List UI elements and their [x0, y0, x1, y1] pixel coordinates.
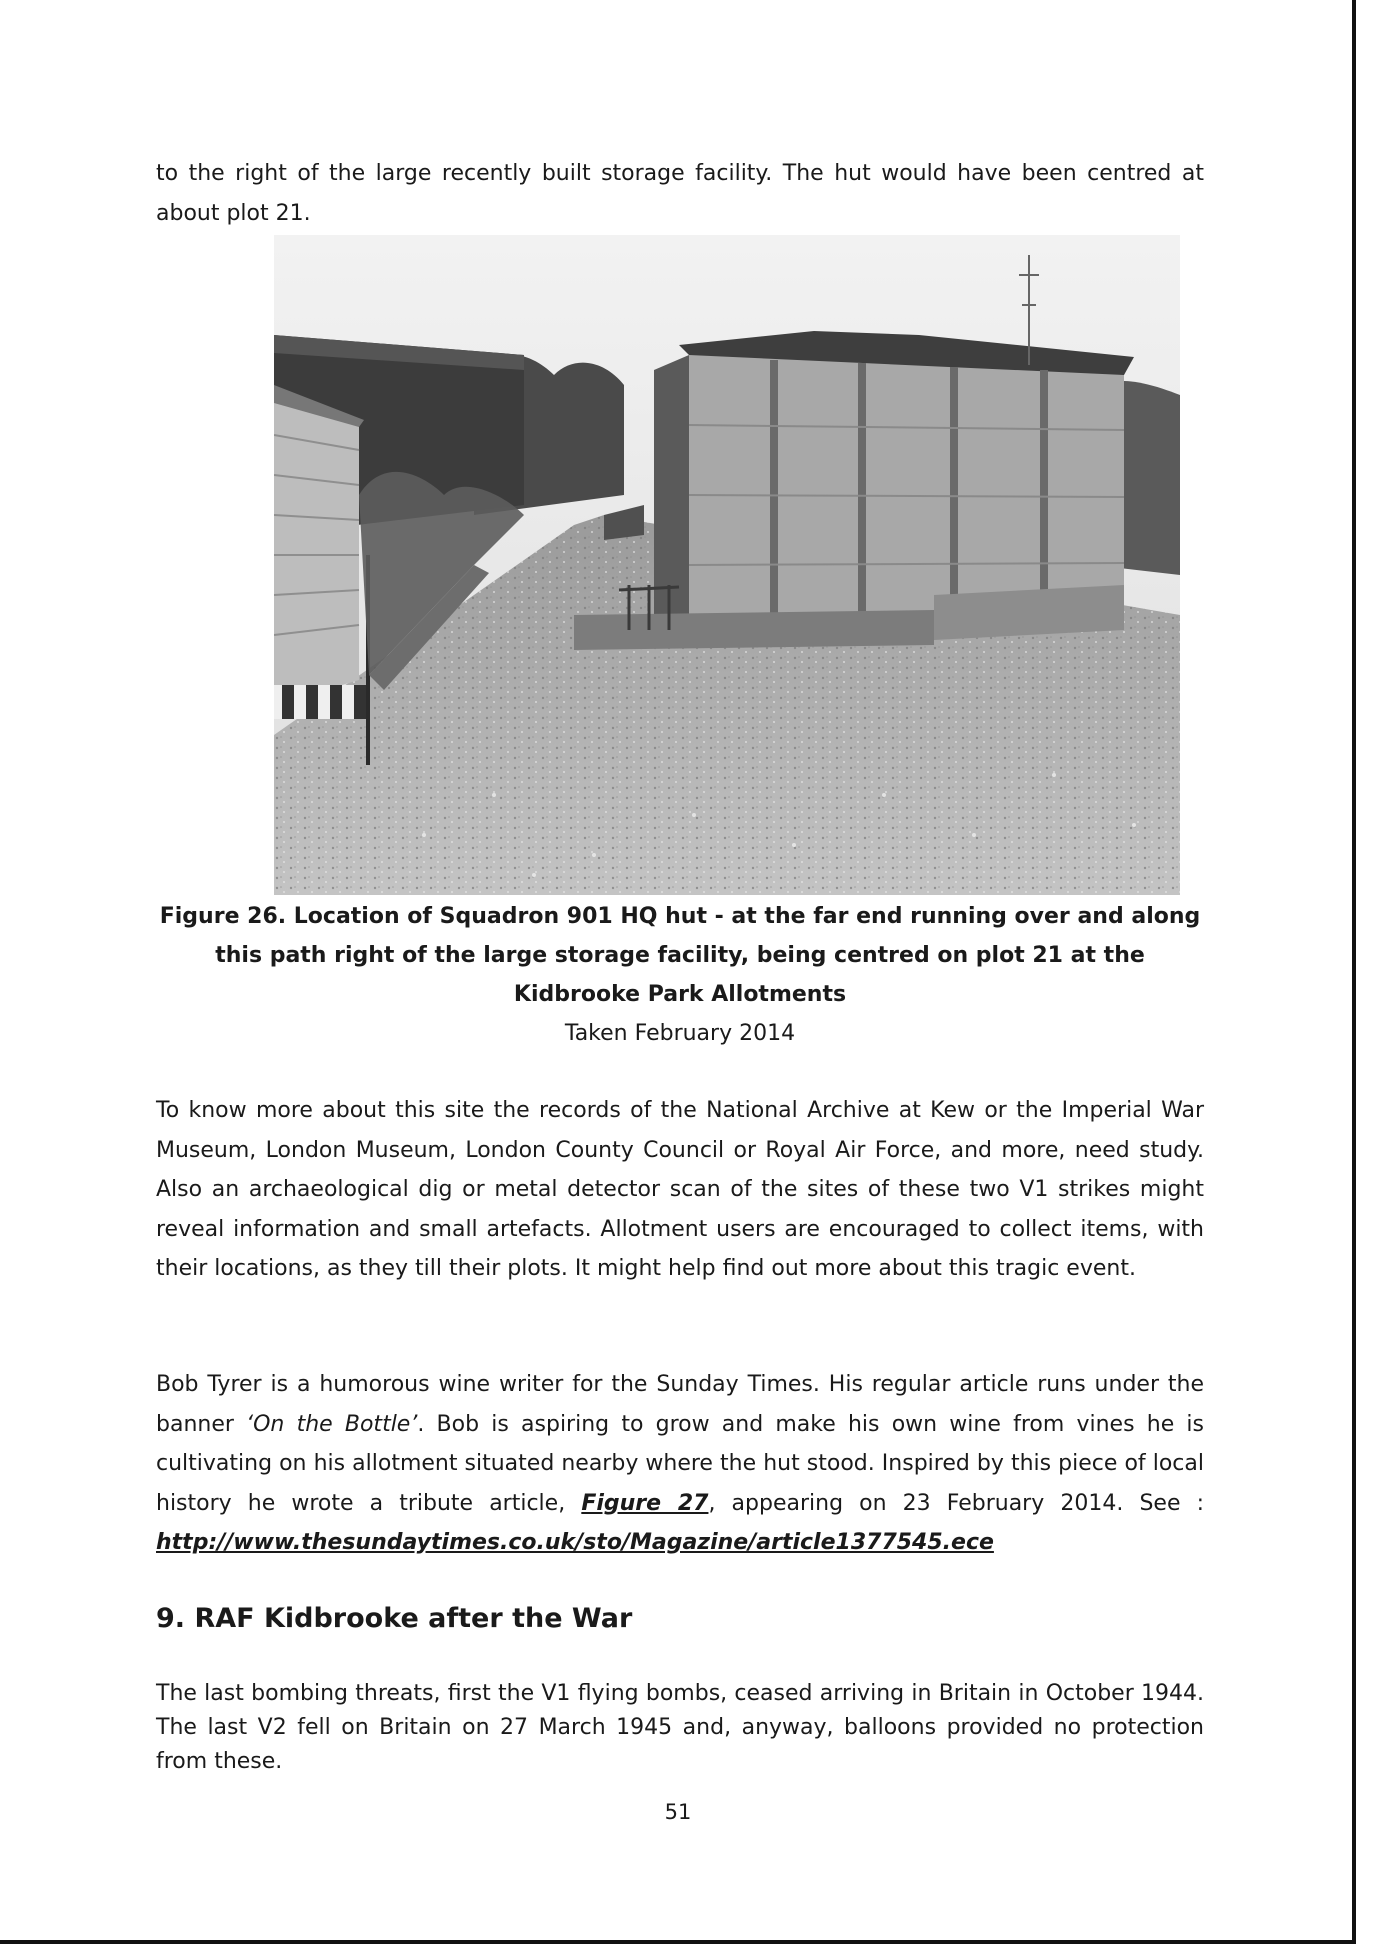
section-heading: 9. RAF Kidbrooke after the War — [156, 1603, 633, 1634]
page-number: 51 — [664, 1800, 692, 1824]
banner-title: ‘On the Bottle’ — [246, 1411, 418, 1437]
intro-paragraph: to the right of the large recently built storage facility. The hut would have been centred at about plot 21. — [156, 161, 1204, 226]
tyrer-paragraph: Bob Tyrer is a humorous wine writer for the Sunday Times. His regular article runs under the banner ‘On the Bottle’. Bob is aspiring to grow and make his own wine from vines he is cultivating on his allotment situated nearby where the hut stood. Inspired by this piece of local history he wrote a tribute article, Figure 27, appearing on 23 February 2014. See : http://www.thesundaytimes.co.uk/sto/Magazine/article1377545.ece — [156, 1372, 1205, 1555]
photo-illustration — [274, 235, 1180, 895]
bombing-paragraph: The last bombing threats, first the V1 flying bombs, ceased arriving in Britain in October 1944. The last V2 fell on Britain on 27 March 1945 and, anyway, balloons provided no protection from these. — [156, 1681, 1204, 1774]
figure-27-link[interactable]: Figure 27 — [581, 1490, 709, 1516]
allotment-photo — [274, 235, 1180, 895]
article-url-link[interactable]: http://www.thesundaytimes.co.uk/sto/Magazine/article1377545.ece — [156, 1530, 994, 1555]
figure-caption-text: Figure 26. Location of Squadron 901 HQ hut - at the far end running over and along this path right of the large storage facility, being centred on plot 21 at the Kidbrooke Park Allotments — [159, 904, 1201, 1007]
research-paragraph: To know more about this site the records of the National Archive at Kew or the Imperial War Museum, London Museum, London County Council or Royal Air Force, and more, need study. Also an archaeological dig or metal detector scan of the sites of these two V1 strikes might reveal information and small artefacts. Allotment users are encouraged to collect items, with their locations, as they till their plots. It might help find out more about this tragic event. — [156, 1098, 1204, 1281]
figure-date: Taken February 2014 — [564, 1021, 796, 1046]
figure-caption — [156, 897, 1204, 1053]
